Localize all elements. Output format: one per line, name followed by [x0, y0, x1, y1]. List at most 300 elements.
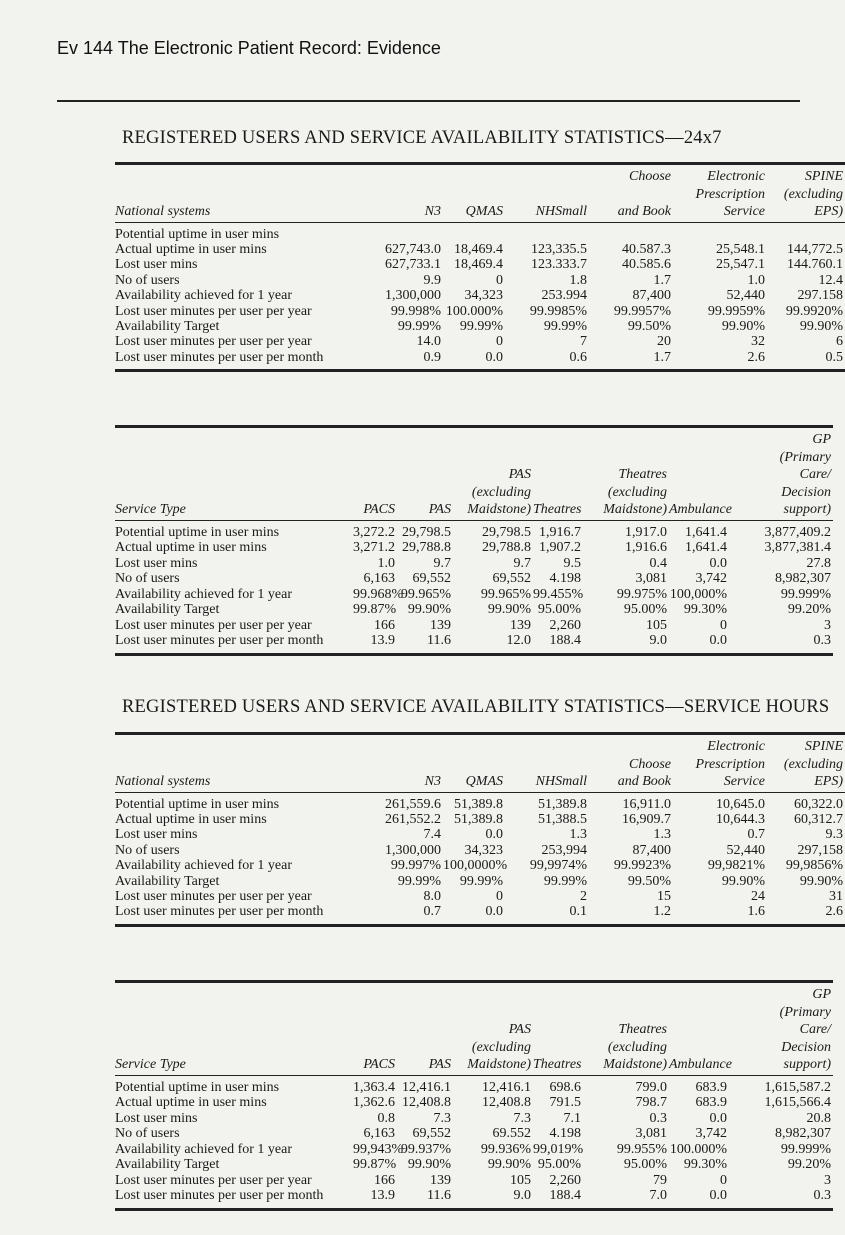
table-cell: 0.7 [423, 904, 441, 920]
column-header: Theatres [618, 1022, 667, 1037]
table-cell: 3,877,409.2 [764, 524, 831, 540]
table-row [115, 242, 845, 257]
table-cell: 0.5 [825, 349, 843, 365]
table-cell: 29,798.5 [402, 524, 451, 540]
table-cell: 683.9 [695, 1095, 727, 1110]
table-cell: 0.3 [649, 1110, 667, 1126]
row-label: Lost user mins [115, 555, 198, 571]
table-cell: 1.3 [569, 827, 587, 843]
table-cell: 99.20% [787, 1157, 831, 1172]
table-cell: 18,469.4 [454, 257, 503, 273]
table-row [115, 350, 845, 371]
row-header-label: National systems [115, 204, 353, 222]
table-cell: 69.552 [492, 1126, 531, 1141]
column-header [669, 1022, 729, 1040]
column-header [353, 450, 397, 468]
table-row [115, 633, 833, 654]
column-header [669, 427, 729, 450]
column-header [443, 164, 505, 187]
table-cell: 51,389.8 [538, 796, 587, 812]
table-row [115, 1173, 833, 1189]
table-row [115, 889, 845, 904]
table-cell: 7.0 [649, 1188, 667, 1203]
column-header [533, 427, 583, 450]
column-header [533, 485, 583, 503]
column-header: (excluding [471, 1039, 531, 1055]
row-label: Lost user minutes per user per month [115, 904, 324, 920]
table-cell: 99.20% [787, 602, 831, 617]
table-row [115, 1157, 833, 1173]
column-header [443, 734, 505, 757]
table-cell: 0.6 [569, 349, 587, 365]
table-cell: 99,019% [533, 1141, 584, 1157]
table-row [115, 1075, 833, 1095]
table-cell: 3,742 [695, 571, 727, 586]
table-cell: 99.90% [799, 318, 843, 334]
table-cell: 95.00% [537, 1157, 581, 1172]
table-cell: 99.50% [627, 318, 671, 334]
table-cell: 0.3 [813, 1188, 831, 1203]
column-header [505, 164, 589, 187]
column-header [583, 982, 669, 1005]
row-label: Potential uptime in user mins [115, 1079, 280, 1095]
row-header-label: Service Type [115, 1057, 353, 1075]
table-cell: 99.90% [721, 873, 765, 889]
table-cell: 0.0 [709, 555, 727, 571]
row-label: Lost user minutes per user per month [115, 349, 324, 365]
table-cell: 2 [580, 888, 587, 904]
table-cell: 9.9 [423, 272, 441, 288]
national-systems-table-service-hours [115, 732, 845, 927]
table-row [115, 1142, 833, 1158]
row-label: Lost user mins [115, 1110, 198, 1126]
table-cell: 27.8 [806, 555, 831, 571]
column-header: GP [812, 987, 831, 1002]
column-header: PAS [397, 502, 453, 520]
table-cell: 99.50% [627, 873, 671, 889]
table-cell: 11.6 [427, 633, 451, 648]
row-label: Availability Target [115, 602, 220, 617]
table-cell: 0.0 [709, 1110, 727, 1126]
column-header: Maidstone) [453, 1057, 533, 1075]
table-row [115, 319, 845, 334]
column-header [397, 450, 453, 468]
table-cell: 99.937% [400, 1141, 451, 1157]
table-cell: 6 [836, 334, 843, 350]
column-header: Care/ [799, 1022, 831, 1037]
table-cell: 799.0 [635, 1079, 667, 1095]
column-header [397, 1005, 453, 1023]
column-header: (excluding [607, 1039, 667, 1055]
column-header [453, 450, 533, 468]
table-cell: 139 [510, 617, 531, 633]
column-header: PACS [353, 1057, 397, 1075]
table-cell: 1,907.2 [539, 540, 581, 555]
row-header-label: National systems [115, 774, 353, 792]
table-cell: 1,615,566.4 [764, 1095, 831, 1110]
table-cell: 0 [496, 334, 503, 350]
column-header [533, 467, 583, 485]
table-row [115, 222, 845, 242]
table-cell: 144,772.5 [787, 241, 843, 257]
table-cell: 13.9 [370, 633, 395, 648]
table-cell: 15 [657, 888, 671, 904]
table-cell: 261,552.2 [385, 811, 441, 827]
table-row [115, 1095, 833, 1111]
table-cell: 51,389.8 [454, 811, 503, 827]
row-label: Lost user minutes per user per year [115, 334, 312, 350]
column-header: Electronic [707, 169, 765, 184]
row-label: Availability achieved for 1 year [115, 288, 292, 304]
column-header: PAS [508, 1022, 531, 1037]
table-cell: 2.6 [825, 904, 843, 920]
table-cell: 8,982,307 [775, 1126, 831, 1141]
table-row [115, 618, 833, 634]
table-cell: 99.90% [487, 1157, 531, 1172]
section-title-24x7: REGISTERED USERS AND SERVICE AVAILABILITY STATISTICS—24x7 [122, 128, 722, 148]
table-cell: 87,400 [632, 288, 671, 304]
table-cell: 1,917.0 [625, 524, 667, 540]
table-cell: 105 [510, 1172, 531, 1188]
table-cell [673, 222, 767, 242]
column-header [443, 757, 505, 775]
row-label: Potential uptime in user mins [115, 226, 280, 242]
column-header [505, 187, 589, 205]
table-row [115, 540, 833, 556]
row-label: Potential uptime in user mins [115, 796, 280, 812]
table-cell: 0.9 [423, 349, 441, 365]
column-header [397, 982, 453, 1005]
table-cell: 0.3 [813, 633, 831, 648]
table-row [115, 334, 845, 349]
column-header: Service [673, 204, 767, 222]
table-cell: 4.198 [549, 1126, 581, 1141]
column-header [583, 450, 669, 468]
column-header [669, 1005, 729, 1023]
table-cell: 25,548.1 [716, 241, 765, 257]
table-cell: 2.6 [747, 349, 765, 365]
table-cell: 105 [646, 617, 667, 633]
column-header [453, 1005, 533, 1023]
table-cell: 51,388.5 [538, 811, 587, 827]
table-cell: 698.6 [549, 1079, 581, 1095]
table-cell: 100.000% [445, 303, 503, 319]
table-cell: 7.1 [563, 1110, 581, 1126]
row-label: Lost user minutes per user per year [115, 303, 312, 319]
table-cell: 79 [653, 1172, 667, 1188]
column-header: PAS [508, 467, 531, 482]
table-row [115, 556, 833, 572]
table-row [115, 288, 845, 303]
column-header [353, 427, 397, 450]
column-header [669, 1040, 729, 1058]
section-title-service-hours: REGISTERED USERS AND SERVICE AVAILABILITY STATISTICS—SERVICE HOURS [122, 697, 830, 717]
table-cell: 100,000% [669, 586, 727, 602]
table-cell: 24 [751, 888, 765, 904]
table-cell: 99.90% [407, 1157, 451, 1172]
table-cell: 8.0 [423, 888, 441, 904]
table-cell: 12,416.1 [482, 1079, 531, 1095]
row-label: Lost user minutes per user per year [115, 888, 312, 904]
table-cell: 18,469.4 [454, 241, 503, 257]
table-cell: 99,9974% [529, 858, 587, 874]
table-cell: 99.87% [353, 1157, 397, 1172]
table-cell: 3 [824, 617, 831, 633]
column-header [669, 467, 729, 485]
table-row [115, 792, 845, 812]
table-row [115, 571, 833, 587]
table-cell: 51,389.8 [454, 796, 503, 812]
table-row [115, 273, 845, 288]
table-cell: 14.0 [416, 334, 441, 350]
column-header: QMAS [443, 774, 505, 792]
row-label: No of users [115, 842, 180, 858]
table-cell: 627,733.1 [385, 257, 441, 273]
table-cell: 7 [580, 334, 587, 350]
table-cell: 1,916.7 [539, 524, 581, 540]
column-header [669, 485, 729, 503]
column-header: Choose [629, 756, 671, 772]
table-cell: 99,9821% [707, 858, 765, 874]
row-label: Lost user minutes per user per month [115, 1188, 324, 1203]
column-header [453, 427, 533, 450]
table-cell: 1,300,000 [385, 288, 441, 304]
column-header: (excluding [471, 484, 531, 500]
row-label: No of users [115, 1126, 180, 1141]
table-cell: 10,644.3 [716, 811, 765, 827]
table-cell: 9.0 [649, 633, 667, 648]
table-cell: 0.1 [569, 904, 587, 920]
table-cell: 297,158 [797, 842, 843, 858]
table-cell: 95.00% [623, 1157, 667, 1172]
column-header [353, 1040, 397, 1058]
table-cell: 1,641.4 [685, 540, 727, 555]
table-row [115, 874, 845, 889]
table-cell: 253,994 [541, 842, 587, 858]
table-cell: 9.7 [433, 555, 451, 571]
table-cell: 261,559.6 [385, 796, 441, 812]
table-cell [505, 222, 589, 242]
table-cell: 7.3 [513, 1110, 531, 1126]
column-header [505, 757, 589, 775]
national-systems-table-24x7 [115, 162, 845, 372]
table-cell: 798.7 [635, 1095, 667, 1110]
table-cell: 791.5 [549, 1095, 581, 1110]
table-cell: 69,552 [492, 571, 531, 586]
column-header: Decision [781, 484, 831, 500]
row-header-label: Service Type [115, 502, 353, 520]
table-cell: 0 [720, 1172, 727, 1188]
table-cell: 0 [496, 888, 503, 904]
row-label: Actual uptime in user mins [115, 241, 267, 257]
table-cell: 40.585.6 [622, 257, 671, 273]
column-header [353, 1022, 397, 1040]
column-header: and Book [589, 204, 673, 222]
column-header [397, 485, 453, 503]
table-cell [353, 222, 443, 242]
table-cell: 3,271.2 [353, 540, 395, 555]
table-cell: 52,440 [726, 842, 765, 858]
table-cell: 0.0 [709, 633, 727, 648]
table-cell [589, 222, 673, 242]
table-row [115, 843, 845, 858]
table-cell: 16,911.0 [622, 796, 671, 812]
table-cell: 4.198 [549, 571, 581, 586]
column-header [589, 187, 673, 205]
column-header: Theatres [533, 1057, 583, 1075]
service-type-table-service-hours [115, 980, 833, 1211]
row-label: Availability achieved for 1 year [115, 586, 292, 602]
table-cell: 99.9985% [529, 303, 587, 319]
table-cell: 3 [824, 1172, 831, 1188]
column-header [353, 467, 397, 485]
column-header: Maidstone) [583, 1057, 669, 1075]
table-cell: 1.0 [747, 272, 765, 288]
row-label: Availability Target [115, 873, 220, 889]
row-label: Availability Target [115, 1157, 220, 1172]
column-header: Care/ [799, 467, 831, 482]
table-cell: 99.99% [459, 318, 503, 334]
table-cell: 1.3 [653, 827, 671, 843]
row-label: Lost user mins [115, 827, 198, 843]
table-cell: 139 [430, 617, 451, 633]
column-header: (excluding [783, 186, 843, 202]
table-cell: 253.994 [541, 288, 587, 304]
table-cell: 1.2 [653, 904, 671, 920]
table-cell: 3,877,381.4 [764, 540, 831, 555]
table-cell: 9.7 [513, 555, 531, 571]
table-cell: 144.760.1 [787, 257, 843, 273]
column-header [533, 982, 583, 1005]
table-cell: 95.00% [537, 602, 581, 617]
column-header [669, 450, 729, 468]
column-header [505, 734, 589, 757]
table-row [115, 257, 845, 272]
table-cell: 166 [374, 1172, 395, 1188]
column-header: Prescription [695, 186, 765, 202]
table-cell: 69,552 [412, 1126, 451, 1141]
column-header [353, 1005, 397, 1023]
table-cell: 9.0 [513, 1188, 531, 1203]
table-cell: 0.0 [485, 827, 503, 843]
table-cell: 12,408.8 [482, 1095, 531, 1110]
column-header: PACS [353, 502, 397, 520]
column-header [353, 164, 443, 187]
column-header: Electronic [707, 739, 765, 754]
table-cell: 99.99% [543, 873, 587, 889]
column-header [353, 757, 443, 775]
table-cell: 99.455% [533, 586, 584, 602]
table-cell: 99.90% [721, 318, 765, 334]
table-row [115, 1188, 833, 1209]
table-cell: 99.968% [353, 586, 404, 602]
column-header: Prescription [695, 756, 765, 772]
table-cell: 99.90% [407, 602, 451, 617]
table-cell: 2,260 [549, 617, 581, 633]
table-cell: 1,363.4 [353, 1079, 395, 1095]
column-header: and Book [589, 774, 673, 792]
table-cell: 99.30% [683, 602, 727, 617]
table-cell: 99.965% [400, 586, 451, 602]
table-cell: 100.000% [669, 1141, 727, 1157]
table-cell: 1,300,000 [385, 842, 441, 858]
row-label: Lost user minutes per user per year [115, 617, 312, 633]
table-row [115, 827, 845, 842]
table-cell: 0.0 [709, 1188, 727, 1203]
table-cell: 7.4 [423, 827, 441, 843]
table-row [115, 812, 845, 827]
table-cell: 32 [751, 334, 765, 350]
table-cell: 99.936% [480, 1141, 531, 1157]
table-row [115, 602, 833, 618]
column-header: (excluding [783, 756, 843, 772]
column-header [397, 1022, 453, 1040]
table-cell: 1.7 [653, 349, 671, 365]
column-header: Maidstone) [583, 502, 669, 520]
table-cell: 12.4 [818, 272, 843, 288]
table-row [115, 587, 833, 603]
table-cell: 3,081 [635, 1126, 667, 1141]
table-cell: 1.8 [569, 272, 587, 288]
table-cell: 69,552 [412, 571, 451, 586]
table-cell: 29,788.8 [402, 540, 451, 555]
table-cell: 99,9856% [785, 858, 843, 874]
table-row [115, 1111, 833, 1127]
column-header [353, 187, 443, 205]
column-header [583, 427, 669, 450]
column-header: Ambulance [669, 1057, 729, 1075]
table-cell: 6,163 [363, 571, 395, 586]
column-header: SPINE [804, 739, 843, 754]
table-cell: 99.99% [397, 873, 441, 889]
column-header: PAS [397, 1057, 453, 1075]
table-row [115, 904, 845, 925]
row-label: Availability Target [115, 318, 220, 334]
table-cell [767, 222, 845, 242]
table-cell: 1,916.6 [625, 540, 667, 555]
table-cell: 60,322.0 [794, 796, 843, 812]
column-header [533, 1005, 583, 1023]
column-header: (Primary [779, 1004, 831, 1020]
column-header: (excluding [607, 484, 667, 500]
column-header: Decision [781, 1039, 831, 1055]
table-cell: 188.4 [549, 1188, 581, 1203]
table-cell: 99.975% [616, 586, 667, 602]
table-row [115, 1126, 833, 1142]
column-header [353, 982, 397, 1005]
column-header [533, 1040, 583, 1058]
table-cell: 34,323 [464, 842, 503, 858]
table-cell: 16,909.7 [622, 811, 671, 827]
column-header [453, 982, 533, 1005]
table-cell: 188.4 [549, 633, 581, 648]
table-cell: 99.99% [397, 318, 441, 334]
table-cell: 0.0 [485, 349, 503, 365]
column-header: N3 [353, 774, 443, 792]
table-cell: 13.9 [370, 1188, 395, 1203]
column-header [533, 1022, 583, 1040]
table-cell: 99.999% [780, 1141, 831, 1157]
table-cell: 6,163 [363, 1126, 395, 1141]
table-cell: 297.158 [797, 288, 843, 304]
table-cell: 31 [829, 888, 843, 904]
table-cell: 0.4 [649, 555, 667, 571]
column-header: QMAS [443, 204, 505, 222]
table-row [115, 858, 845, 873]
table-cell: 1.7 [653, 272, 671, 288]
table-cell: 99.90% [487, 602, 531, 617]
table-cell: 95.00% [623, 602, 667, 617]
